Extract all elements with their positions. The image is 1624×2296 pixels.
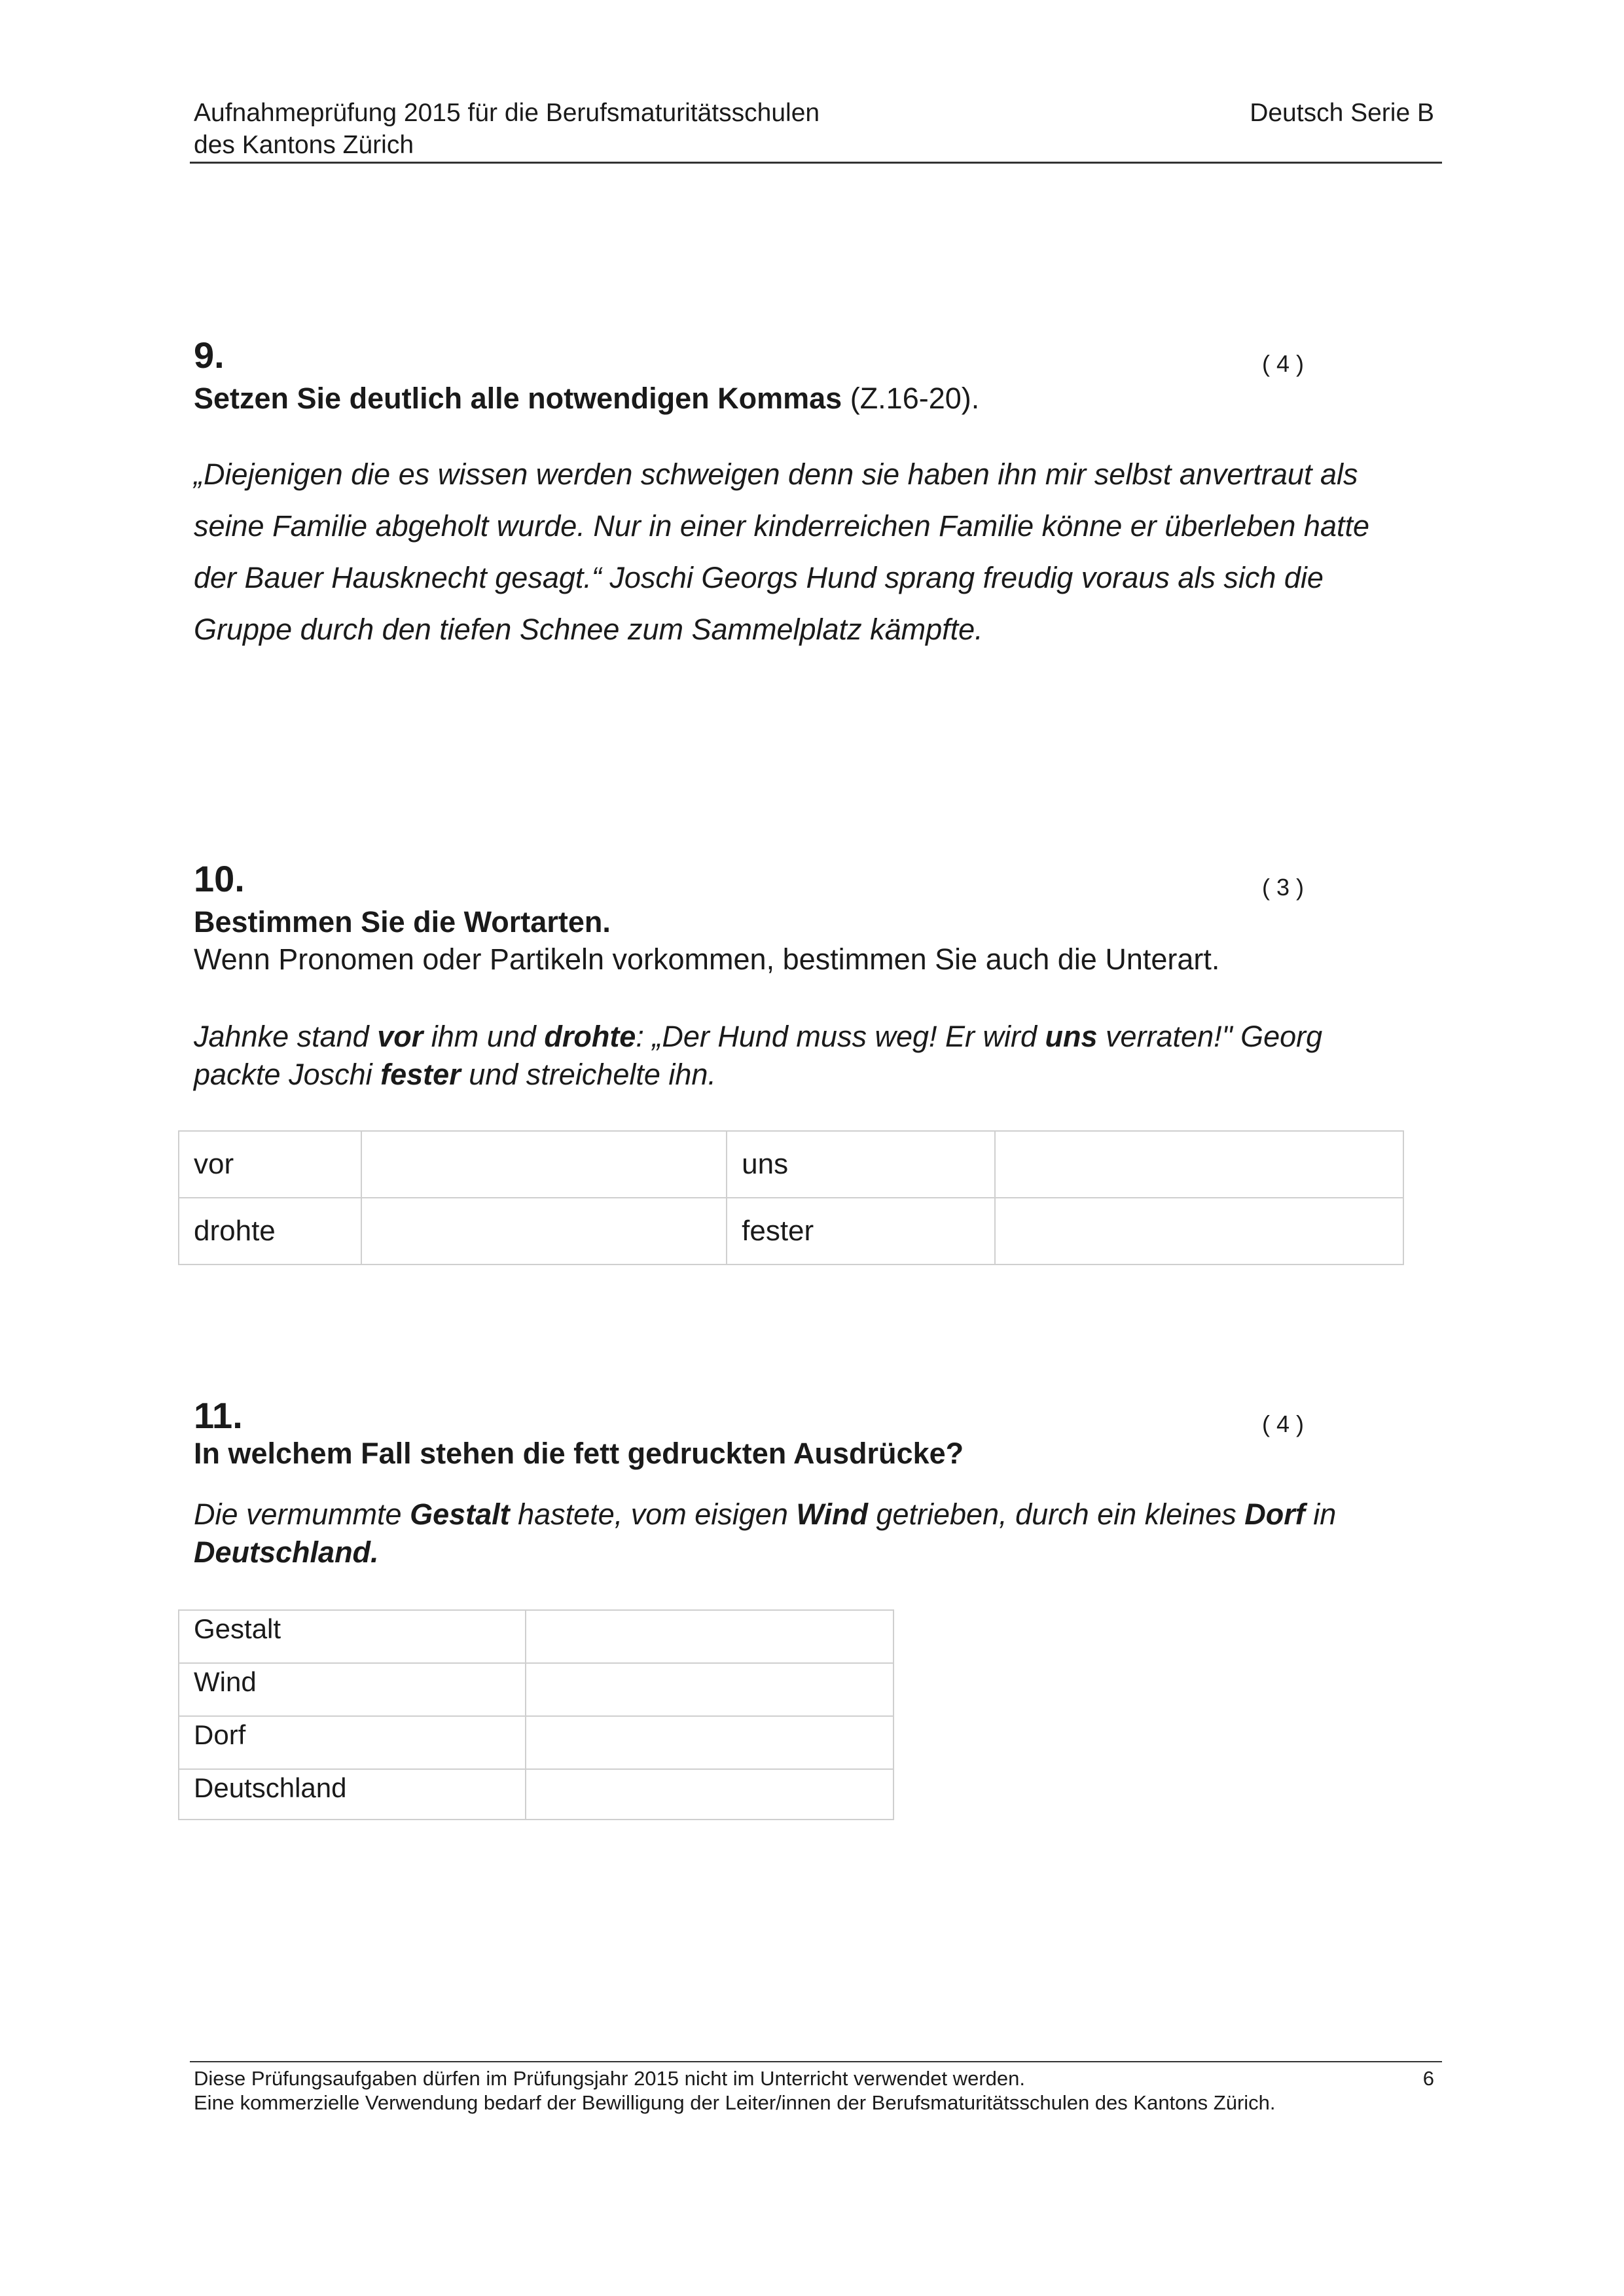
answer-cell[interactable] <box>361 1198 727 1265</box>
q9-points: ( 4 ) <box>1262 350 1305 377</box>
text-segment: ihm und <box>423 1020 545 1053</box>
q10-sentence-line-1 <box>194 1018 1437 1056</box>
table-cell-word: Deutschland <box>179 1769 526 1820</box>
bold-word: Dorf <box>1244 1498 1305 1531</box>
bold-word: Wind <box>796 1498 868 1531</box>
answer-cell[interactable] <box>526 1769 893 1820</box>
text-segment: in <box>1305 1498 1337 1531</box>
text-segment: Jahnke stand <box>194 1020 378 1053</box>
q9-instruction <box>194 380 979 417</box>
q11-points: ( 4 ) <box>1262 1410 1305 1437</box>
q9-text-line: Gruppe durch den tiefen Schnee zum Sammelplatz kämpfte. <box>194 613 983 646</box>
table-cell-word: vor <box>179 1131 361 1198</box>
text-segment: packte Joschi <box>194 1058 381 1091</box>
q9-instruction-bold: Setzen Sie deutlich alle notwendigen Kommas <box>194 382 842 415</box>
q9-number: 9. <box>194 334 225 376</box>
q9-text-line: der Bauer Hausknecht gesagt.“ Joschi Georgs Hund sprang freudig voraus als sich die <box>194 561 1324 594</box>
bold-word: uns <box>1045 1020 1098 1053</box>
table-cell-word: Dorf <box>179 1716 526 1769</box>
page-number: 6 <box>1422 2067 1434 2090</box>
text-segment: hastete, vom eisigen <box>509 1498 797 1531</box>
header-rule <box>190 162 1442 164</box>
table-cell-word: Wind <box>179 1663 526 1716</box>
q9-text-line: „Diejenigen die es wissen werden schweigen denn sie haben ihn mir selbst anvertraut als <box>194 457 1358 491</box>
answer-cell[interactable] <box>995 1198 1403 1265</box>
bold-word: Deutschland <box>194 1535 371 1569</box>
q11-answer-table <box>178 1609 894 1820</box>
answer-cell[interactable] <box>526 1663 893 1716</box>
bold-word: fester <box>380 1058 461 1091</box>
q10-sentence <box>194 1018 1437 1094</box>
table-row <box>179 1198 1403 1265</box>
table-cell-word: drohte <box>179 1198 361 1265</box>
text-segment: Die vermummte <box>194 1498 410 1531</box>
footer-line-1: Diese Prüfungsaufgaben dürfen im Prüfungsjahr 2015 nicht im Unterricht verwendet werden. <box>194 2067 1025 2090</box>
q11-instruction-bold: In welchem Fall stehen die fett gedruckten Ausdrücke? <box>194 1437 964 1470</box>
q10-answer-table <box>178 1130 1404 1265</box>
bold-word: drohte <box>544 1020 636 1053</box>
answer-cell[interactable] <box>526 1610 893 1663</box>
table-cell-word: uns <box>727 1131 995 1198</box>
footer-line-2: Eine kommerzielle Verwendung bedarf der Bewilligung der Leiter/innen der Berufsmaturitätsschulen des Kantons Zürich. <box>194 2091 1276 2114</box>
header-subject: Deutsch Serie B <box>1250 99 1434 127</box>
q9-text <box>194 448 1437 655</box>
q9-text-line: seine Familie abgeholt wurde. Nur in einer kinderreichen Familie könne er überleben hatte <box>194 509 1370 543</box>
table-cell-word: Gestalt <box>179 1610 526 1663</box>
table-cell-word: fester <box>727 1198 995 1265</box>
header-title <box>194 97 820 161</box>
q11-sentence-line-2 <box>194 1534 1437 1571</box>
table-row <box>179 1131 1403 1198</box>
table-row <box>179 1663 893 1716</box>
answer-cell[interactable] <box>361 1131 727 1198</box>
bold-punctuation: . <box>370 1535 379 1569</box>
q11-number: 11. <box>194 1395 243 1436</box>
q10-points: ( 3 ) <box>1262 874 1305 901</box>
q11-sentence <box>194 1496 1437 1571</box>
header-line-1: Aufnahmeprüfung 2015 für die Berufsmaturitätsschulen <box>194 99 820 127</box>
footer-rule <box>190 2061 1442 2062</box>
footer-notice <box>194 2066 1276 2115</box>
q10-number: 10. <box>194 858 245 899</box>
q10-sentence-line-2 <box>194 1056 1437 1094</box>
text-segment: und streichelte ihn. <box>460 1058 716 1091</box>
header-line-2: des Kantons Zürich <box>194 131 414 159</box>
bold-word: Gestalt <box>410 1498 510 1531</box>
answer-cell[interactable] <box>995 1131 1403 1198</box>
q11-sentence-line-1 <box>194 1496 1437 1534</box>
table-row <box>179 1769 893 1820</box>
q10-instruction-bold: Bestimmen Sie die Wortarten. <box>194 905 611 939</box>
text-segment: : „Der Hund muss weg! Er wird <box>636 1020 1045 1053</box>
q10-instruction-plain: Wenn Pronomen oder Partikeln vorkommen, bestimmen Sie auch die Unterart. <box>194 942 1220 976</box>
bold-word: vor <box>377 1020 424 1053</box>
text-segment: getrieben, durch ein kleines <box>867 1498 1245 1531</box>
answer-cell[interactable] <box>526 1716 893 1769</box>
table-row <box>179 1716 893 1769</box>
q9-instruction-lines: (Z.16-20). <box>842 382 980 415</box>
table-row <box>179 1610 893 1663</box>
text-segment: verraten!" Georg <box>1097 1020 1323 1053</box>
